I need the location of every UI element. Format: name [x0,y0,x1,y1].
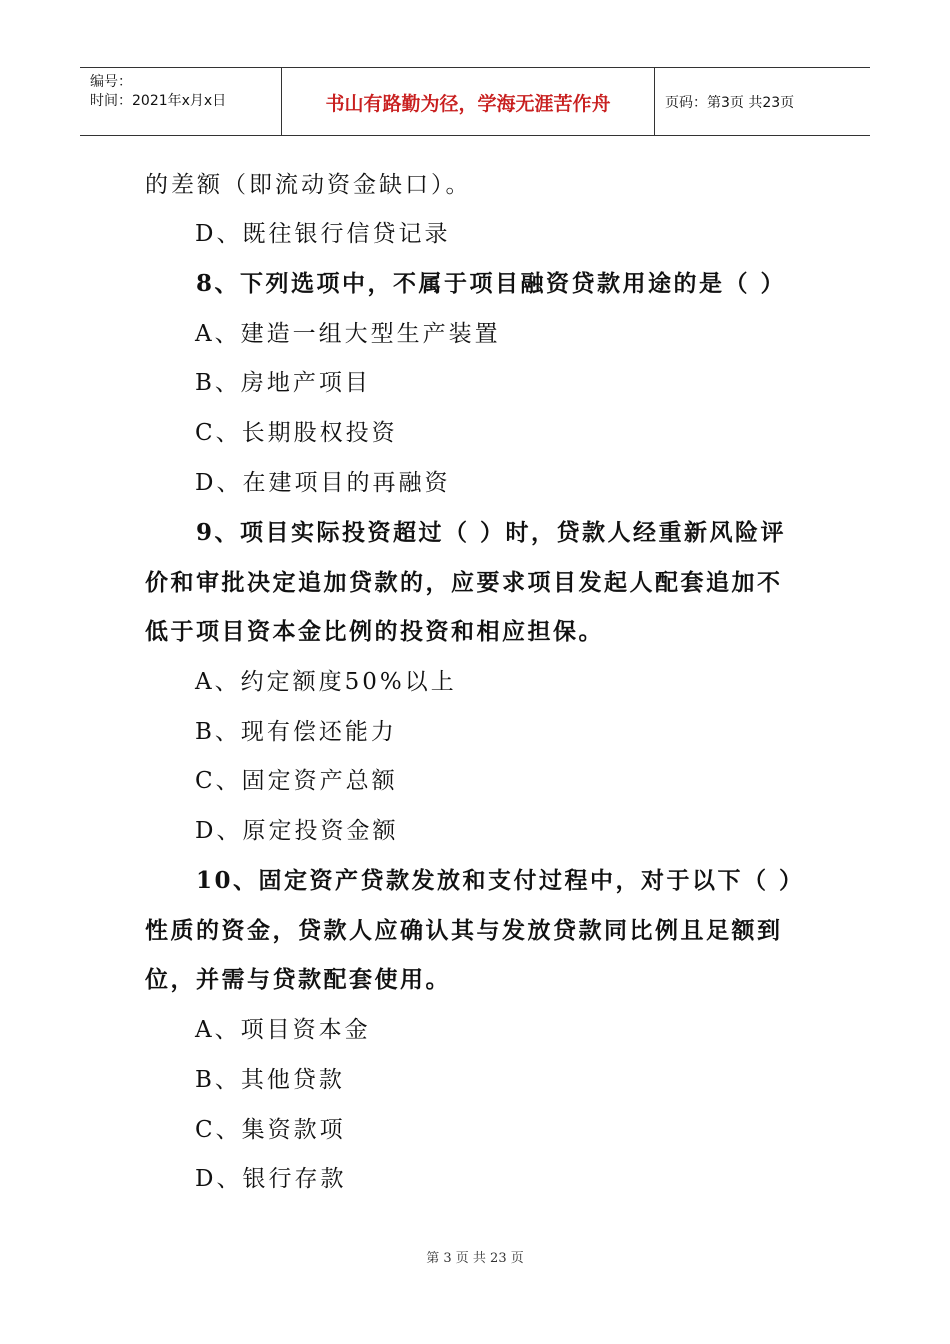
time-label: 时间：2021年x月x日 [90,93,227,109]
option-line: A、项目资本金 [195,1017,371,1043]
header-meta-cell [80,68,282,135]
question-10-cont: 性质的资金，贷款人应确认其与发放贷款同比例且足额到 [145,917,783,944]
question-9-cont: 价和审批决定追加贷款的，应要求项目发起人配套追加不 [145,569,783,596]
question-10-cont: 位，并需与贷款配套使用。 [145,966,451,993]
footer-page-number: 第 3 页 共 23 页 [426,1251,524,1266]
option-line: C、长期股权投资 [195,420,398,446]
option-line: C、集资款项 [195,1117,346,1143]
option-line: B、现有偿还能力 [195,719,397,745]
number-label: 编号： [90,74,132,90]
text-line: 的差额（即流动资金缺口）。 [145,172,472,198]
option-line: B、房地产项目 [195,370,371,396]
option-line: C、固定资产总额 [195,768,398,794]
option-line: D、在建项目的再融资 [195,470,451,496]
question-10: 10、固定资产贷款发放和支付过程中，对于以下（ ） [196,867,805,894]
option-line: A、建造一组大型生产装置 [195,321,501,347]
page-info: 页码：第3页 共23页 [665,94,795,111]
motto-text: 书山有路勤为径，学海无涯苦作舟 [325,93,611,115]
option-line: D、银行存款 [195,1166,347,1192]
question-9-cont: 低于项目资本金比例的投资和相应担保。 [145,618,604,645]
option-line: A、约定额度50%以上 [195,669,457,695]
header-page-cell [655,68,870,135]
option-line: D、既往银行信贷记录 [195,221,451,247]
question-8: 8、下列选项中，不属于项目融资贷款用途的是（ ） [196,270,787,297]
page-footer [0,1247,950,1266]
option-line: D、原定投资金额 [195,818,399,844]
header-motto-cell [282,68,655,135]
question-9: 9、项目实际投资超过（ ）时，贷款人经重新风险评 [196,519,787,546]
option-line: B、其他贷款 [195,1067,345,1093]
header-table [80,67,870,136]
